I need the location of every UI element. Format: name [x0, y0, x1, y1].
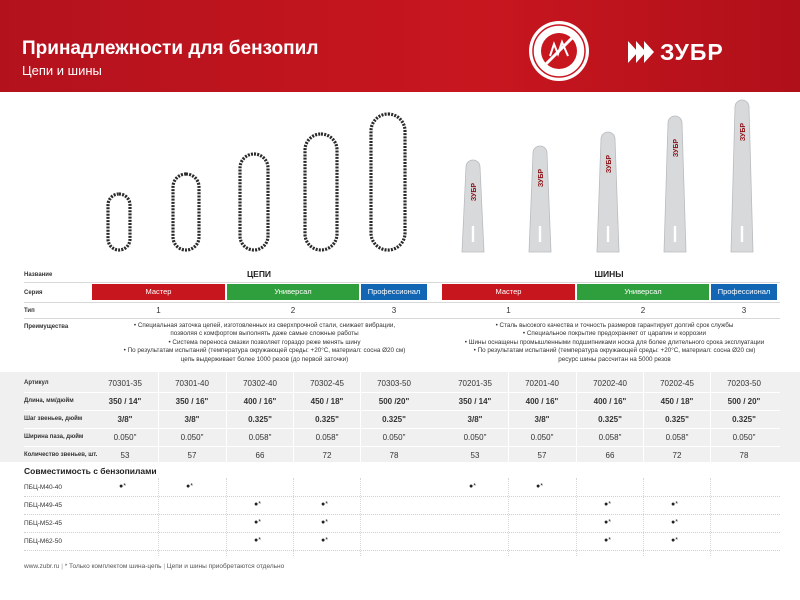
chain-image — [108, 194, 130, 250]
divider — [24, 550, 780, 551]
chains-links-cell: 53 — [120, 451, 130, 460]
column-separator — [226, 478, 227, 556]
bars-article-cell: 70201-40 — [525, 379, 559, 388]
bars-pitch-cell: 0.325" — [665, 415, 689, 424]
chain-image — [371, 114, 405, 250]
bars-type-1: 1 — [506, 306, 511, 315]
bars-type-3: 3 — [741, 306, 747, 315]
bars-advantage-line: • Специальное покрытие предохраняет от царапин и коррозии — [522, 330, 707, 338]
chains-series-pro: Профессионал — [361, 284, 427, 300]
page-title: Принадлежности для бензопил — [22, 38, 319, 59]
chains-links-cell: 78 — [389, 451, 399, 460]
divider — [24, 392, 780, 393]
bars-gauge-cell: 0.050" — [463, 433, 487, 442]
bar-brand-text: ЗУБР — [606, 154, 613, 174]
bars-advantage-line: ресурс шины рассчитан на 5000 резов — [558, 355, 671, 363]
compat-mark: ●* — [321, 501, 328, 508]
chains-gauge-cell: 0.050" — [113, 433, 137, 442]
chains-advantage-line: цепь выдерживает более 1000 резов (до первой заточки) — [180, 355, 349, 363]
chains-pitch-cell: 3/8" — [184, 415, 200, 424]
bar-brand-text: ЗУБР — [673, 138, 680, 158]
chains-article-cell: 70302-40 — [243, 379, 277, 388]
bars-pitch-cell: 3/8" — [534, 415, 550, 424]
chains-advantage-line: позволяя с комфортом выполнять даже самые сложные работы — [170, 330, 359, 338]
bars-series-master: Мастер — [442, 284, 575, 300]
saw-model-label: ПБЦ-М49-45 — [24, 502, 62, 509]
bars-length-cell: 400 / 16" — [525, 397, 559, 406]
divider — [24, 428, 780, 429]
compat-title: Совместимость с бензопилами — [24, 466, 157, 476]
chains-advantage-line: • Специальная заточка цепей, изготовленных из сверхпрочной стали, снижает вибрации, — [133, 322, 396, 329]
column-separator — [158, 478, 159, 556]
bar-image — [664, 116, 686, 252]
header-banner — [0, 0, 800, 92]
chains-title: ЦЕПИ — [246, 269, 272, 279]
bars-length-cell: 500 / 20" — [727, 397, 761, 406]
bars-pitch-cell: 3/8" — [467, 415, 483, 424]
chains-length-cell: 350 / 14" — [108, 397, 142, 406]
chains-length-cell: 400 / 16" — [243, 397, 277, 406]
compat-mark: ●* — [254, 519, 261, 526]
advantages-label: Преимущества — [24, 324, 69, 330]
compat-mark: ●* — [536, 483, 543, 490]
saw-model-label: ПБЦ-М62-50 — [24, 538, 62, 545]
column-separator — [576, 372, 577, 462]
bars-links-cell: 66 — [605, 451, 615, 460]
bars-article-cell: 70202-40 — [593, 379, 627, 388]
bars-article-cell: 70201-35 — [458, 379, 492, 388]
chains-gauge-cell: 0.050" — [180, 433, 204, 442]
divider — [24, 532, 780, 533]
chain-image — [240, 154, 268, 250]
chains-advantages — [92, 322, 437, 364]
chain-image — [305, 134, 337, 250]
column-separator — [293, 372, 294, 462]
chains-article-cell: 70303-50 — [377, 379, 411, 388]
bars-links-cell: 72 — [672, 451, 682, 460]
column-separator — [158, 372, 159, 462]
bars-advantage-line: • Шины оснащены промышленными подшипниками носка для более длительного срока эксплуатации — [464, 338, 765, 346]
bars-links-cell: 78 — [739, 451, 749, 460]
bar-image — [462, 160, 484, 252]
bars-article-cell: 70202-45 — [660, 379, 694, 388]
bars-advantage-line: • Сталь высокого качества и точность размеров гарантирует долгий срок службы — [495, 322, 734, 329]
bars-length-cell: 400 / 16" — [593, 397, 627, 406]
bars-article-cell: 70203-50 — [727, 379, 761, 388]
name-row — [0, 268, 800, 282]
compat-mark: ●* — [321, 519, 328, 526]
chains-pitch-cell: 0.325" — [382, 415, 406, 424]
divider — [24, 514, 780, 515]
bar-image — [529, 146, 551, 252]
type-label: Тип — [24, 308, 35, 314]
product-images — [0, 96, 800, 264]
bar-brand-text: ЗУБР — [740, 122, 747, 142]
chains-gauge-cell: 0.058" — [248, 433, 272, 442]
chains-advantage-line: • По результатам испытаний (температура окружающей среды: +20°С, материал: сосна Ø20 см) — [123, 347, 406, 355]
chains-pitch-cell: 0.325" — [315, 415, 339, 424]
bars-type-2: 2 — [640, 306, 646, 315]
chains-article-cell: 70301-40 — [175, 379, 209, 388]
bars-gauge-cell: 0.050" — [530, 433, 554, 442]
chains-article-cell: 70302-45 — [310, 379, 344, 388]
chains-gauge-cell: 0.050" — [382, 433, 406, 442]
compat-mark: ●* — [186, 483, 193, 490]
bars-advantage-line: • По результатам испытаний (температура окружающей среды: +20°С, материал: сосна Ø20 см) — [473, 347, 756, 355]
column-separator — [360, 372, 361, 462]
divider — [24, 302, 780, 303]
chains-series-master: Мастер — [92, 284, 225, 300]
compat-mark: ●* — [254, 501, 261, 508]
compat-mark: ●* — [671, 519, 678, 526]
chains-length-cell: 450 / 18" — [310, 397, 344, 406]
divider — [24, 496, 780, 497]
chains-links-cell: 72 — [322, 451, 332, 460]
gauge-label: Ширина паза, дюйм — [24, 434, 84, 440]
chains-series-universal: Универсал — [227, 284, 359, 300]
name-label: Название — [24, 272, 53, 278]
bars-series-pro: Профессионал — [711, 284, 777, 300]
bar-brand-text: ЗУБР — [471, 182, 478, 202]
column-separator — [710, 478, 711, 556]
footer: www.zubr.ru | * Только комплектом шина-цепь | Цепи и шины приобретаются отдельно — [24, 563, 285, 570]
compat-mark: ●* — [604, 519, 611, 526]
bars-series-universal: Универсал — [577, 284, 709, 300]
bar-image — [597, 132, 619, 252]
column-separator — [360, 478, 361, 556]
footer-site: www.zubr.ru — [24, 563, 60, 570]
compat-mark: ●* — [254, 537, 261, 544]
bars-pitch-cell: 0.325" — [598, 415, 622, 424]
chains-advantage-line: • Система переноса смазки позволяет гораздо реже менять шину — [168, 338, 361, 346]
chains-article-cell: 70301-35 — [108, 379, 142, 388]
teeth-logo-icon — [628, 41, 654, 63]
divider — [24, 446, 780, 447]
saw-model-label: ПБЦ-М40-40 — [24, 484, 62, 491]
bars-length-cell: 450 / 18" — [660, 397, 694, 406]
chains-length-cell: 500 /20" — [378, 397, 410, 406]
brand-logo — [628, 40, 724, 64]
chains-pitch-cell: 0.325" — [248, 415, 272, 424]
links-label: Количество звеньев, шт. — [24, 452, 98, 458]
compat-mark: ●* — [119, 483, 126, 490]
column-separator — [508, 372, 509, 462]
bar-image — [731, 100, 753, 252]
chains-type-1: 1 — [156, 306, 161, 315]
chains-gauge-cell: 0.058" — [315, 433, 339, 442]
column-separator — [508, 478, 509, 556]
series-label: Серия — [24, 290, 43, 296]
chains-length-cell: 350 / 16" — [175, 397, 209, 406]
chain-image — [173, 174, 199, 250]
page-subtitle: Цепи и шины — [22, 63, 102, 78]
bars-gauge-cell: 0.050" — [732, 433, 756, 442]
series-row — [0, 284, 800, 302]
seal-icon — [528, 20, 590, 82]
divider — [24, 318, 780, 319]
chains-type-2: 2 — [290, 306, 296, 315]
bars-title: ШИНЫ — [594, 269, 624, 279]
column-separator — [226, 372, 227, 462]
column-separator — [710, 372, 711, 462]
chains-type-3: 3 — [391, 306, 397, 315]
divider — [24, 282, 780, 283]
bar-brand-text: ЗУБР — [538, 168, 545, 188]
chains-links-cell: 66 — [255, 451, 265, 460]
compat-mark: ●* — [321, 537, 328, 544]
column-separator — [576, 478, 577, 556]
footer-note-2: Цепи и шины приобретаются отдельно — [166, 563, 285, 570]
column-separator — [643, 478, 644, 556]
bars-gauge-cell: 0.058" — [665, 433, 689, 442]
compat-mark: ●* — [604, 537, 611, 544]
divider — [24, 410, 780, 411]
bars-links-cell: 57 — [537, 451, 547, 460]
compat-mark: ●* — [671, 537, 678, 544]
bars-length-cell: 350 / 14" — [458, 397, 492, 406]
column-separator — [643, 372, 644, 462]
saw-model-label: ПБЦ-М52-45 — [24, 520, 62, 527]
advantages-row — [0, 320, 800, 370]
type-row — [0, 304, 800, 318]
compat-mark: ●* — [469, 483, 476, 490]
compat-mark: ●* — [671, 501, 678, 508]
bars-gauge-cell: 0.058" — [598, 433, 622, 442]
pitch-label: Шаг звеньев, дюйм — [24, 416, 83, 422]
compat-mark: ●* — [604, 501, 611, 508]
footer-note-1: * Только комплектом шина-цепь — [64, 563, 162, 570]
bars-links-cell: 53 — [470, 451, 480, 460]
chains-pitch-cell: 3/8" — [117, 415, 133, 424]
bars-pitch-cell: 0.325" — [732, 415, 756, 424]
column-separator — [293, 478, 294, 556]
chains-links-cell: 57 — [187, 451, 197, 460]
bars-advantages — [442, 322, 787, 364]
article-label: Артикул — [24, 380, 49, 386]
length-label: Длина, мм/дюйм — [24, 398, 74, 404]
brand-logo-text: ЗУБР — [660, 38, 724, 65]
